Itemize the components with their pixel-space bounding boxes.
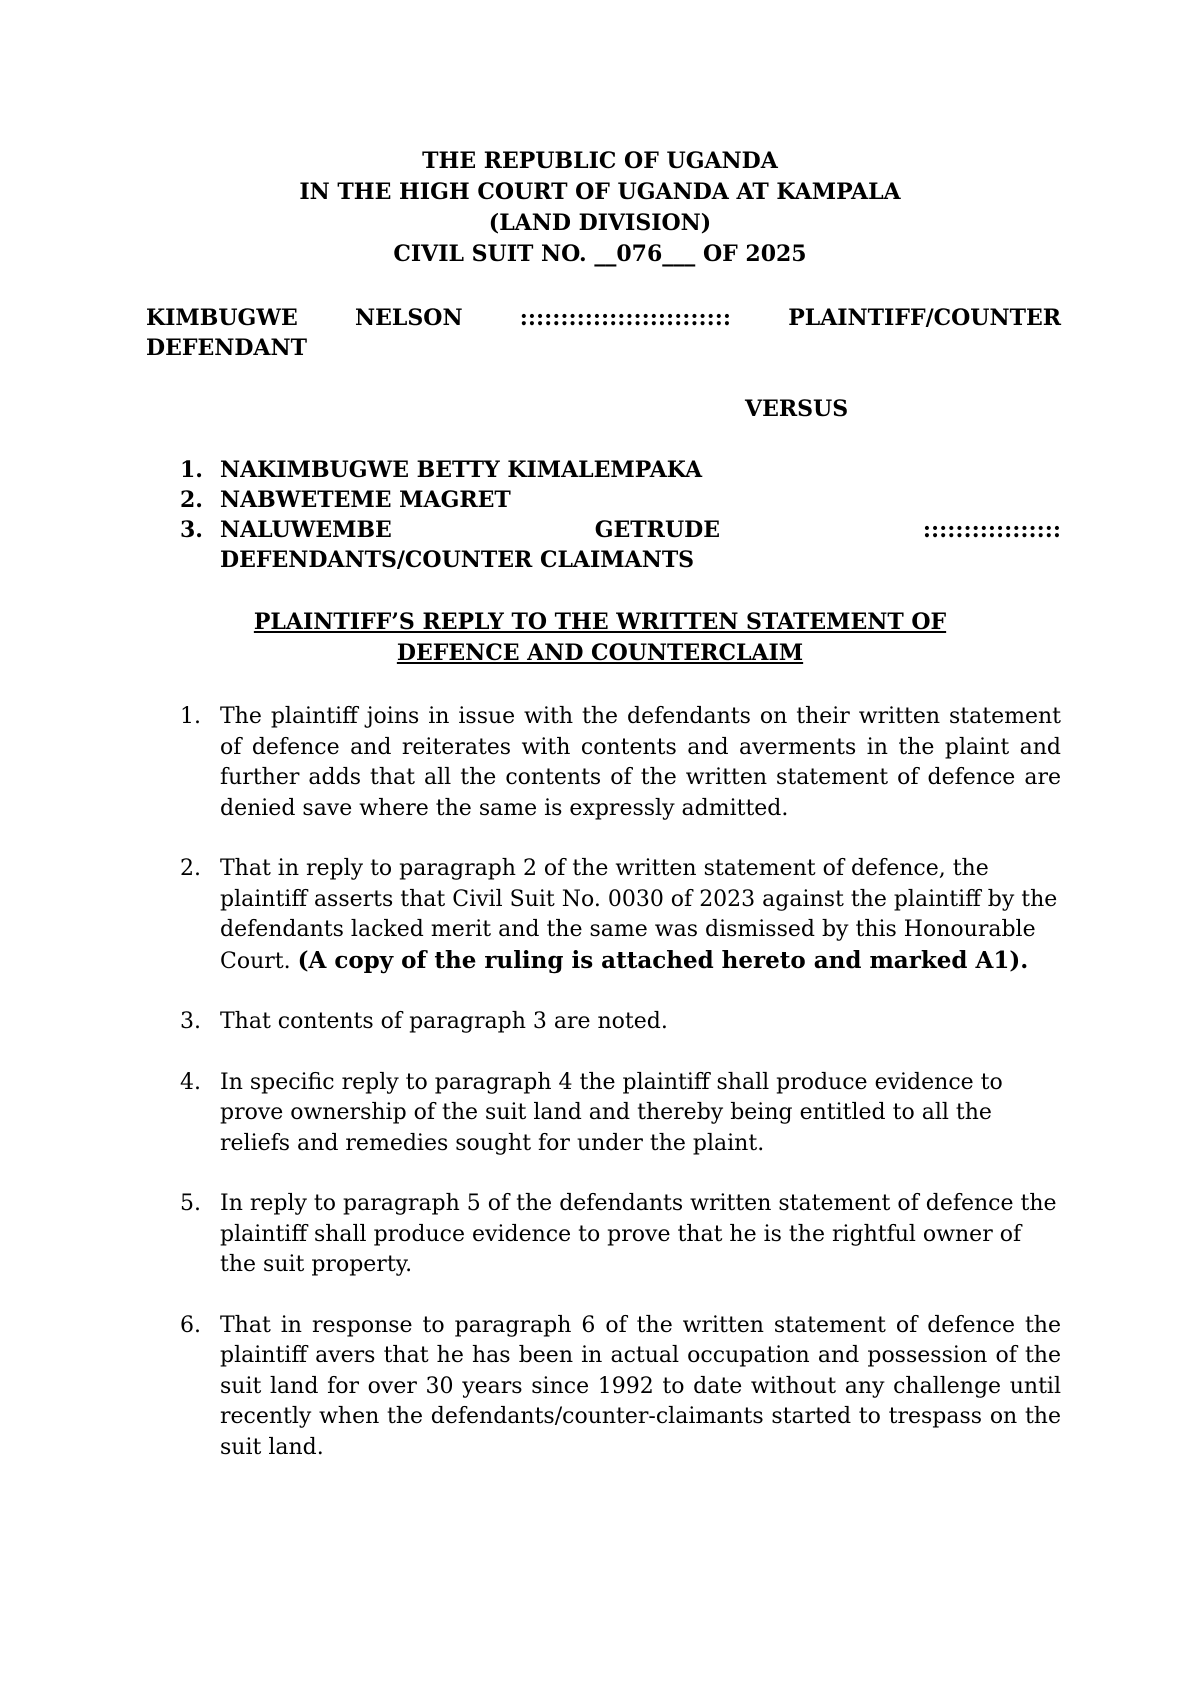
paragraph xyxy=(180,854,1061,977)
header-court: IN THE HIGH COURT OF UGANDA AT KAMPALA xyxy=(299,179,901,205)
defendant-row xyxy=(220,515,1061,545)
paragraph xyxy=(180,1311,1061,1464)
paragraph-number: 5. xyxy=(180,1191,201,1216)
plaintiff-first-name: KIMBUGWE xyxy=(146,305,298,331)
paragraph-number: 2. xyxy=(180,856,201,881)
plaintiff-role: PLAINTIFF/COUNTER xyxy=(788,305,1061,331)
defendant-item xyxy=(180,485,1061,515)
paragraph-text: That in reply to paragraph 2 of the written statement of defence, the plaintiff asserts that Civil Suit No. 0030 of 2023 against the plaintiff by the defendants lacked merit and the same was dismissed by this Honourable Court. xyxy=(220,856,1058,974)
paragraph xyxy=(180,1007,1061,1038)
plaintiff-last-name: NELSON xyxy=(355,305,463,331)
title-line-1: PLAINTIFF’S REPLY TO THE WRITTEN STATEMENT OF xyxy=(253,609,947,635)
plaintiff-block xyxy=(146,303,1061,363)
defendant-name: NABWETEME MAGRET xyxy=(220,487,511,513)
defendant-name: NAKIMBUGWE BETTY KIMALEMPAKA xyxy=(220,457,703,483)
plaintiff-role-continued: DEFENDANT xyxy=(146,335,307,361)
header-suit-number: CIVIL SUIT NO. __076___ OF 2025 xyxy=(393,241,807,267)
header-division: (LAND DIVISION) xyxy=(488,210,712,236)
paragraph xyxy=(180,1068,1061,1160)
defendant-number: 2. xyxy=(180,487,203,513)
paragraph-text: That in response to paragraph 6 of the written statement of defence the plaintiff avers that he has been in actual occupation and possession of the suit land for over 30 years since 1992 to date without any challenge until recently when the defendants/counter-claimants started to trespass on the suit land. xyxy=(220,1312,1061,1460)
paragraph-text: In reply to paragraph 5 of the defendants written statement of defence the plaintiff shall produce evidence to prove that he is the rightful owner of the suit property. xyxy=(220,1191,1057,1277)
paragraph-text: That contents of paragraph 3 are noted. xyxy=(220,1009,668,1034)
court-header xyxy=(0,146,1200,270)
paragraph-text: In specific reply to paragraph 4 the plaintiff shall produce evidence to prove ownership of the suit land and thereby being entitled to all the reliefs and remedies sought for under the plaint. xyxy=(220,1069,1003,1156)
header-republic: THE REPUBLIC OF UGANDA xyxy=(422,148,778,174)
paragraph-text: The plaintiff joins in issue with the defendants on their written statement of defence and reiterates with contents and averments in the plaint and further adds that all the contents of the written statement of defence are denied save where the same is expressly admitted. xyxy=(220,704,1061,821)
paragraph-annexure-note: (A copy of the ruling is attached hereto and marked A1). xyxy=(297,946,1029,974)
defendant-separator: ::::::::::::::::: xyxy=(922,517,1061,543)
defendant-first-name: NALUWEMBE xyxy=(220,517,392,543)
document-title xyxy=(0,607,1200,669)
plaintiff-row xyxy=(146,303,1061,333)
paragraph xyxy=(180,702,1061,824)
defendant-number: 1. xyxy=(180,457,203,483)
defendant-number: 3. xyxy=(180,517,203,543)
paragraph-number: 3. xyxy=(180,1009,201,1034)
plaintiff-separator: :::::::::::::::::::::::::: xyxy=(519,305,731,331)
reply-paragraphs xyxy=(180,702,1061,1493)
paragraph-number: 1. xyxy=(180,704,201,729)
versus-label: VERSUS xyxy=(745,396,849,422)
title-line-2: DEFENCE AND COUNTERCLAIM xyxy=(396,640,804,666)
paragraph-body xyxy=(220,854,1061,977)
defendant-item xyxy=(180,515,1061,575)
defendants-role: DEFENDANTS/COUNTER CLAIMANTS xyxy=(220,547,695,573)
paragraph xyxy=(180,1189,1061,1281)
paragraph-number: 6. xyxy=(180,1312,201,1338)
defendant-second-name: GETRUDE xyxy=(594,517,720,543)
defendants-list xyxy=(180,455,1061,575)
defendant-item xyxy=(180,455,1061,485)
paragraph-number: 4. xyxy=(180,1069,201,1095)
